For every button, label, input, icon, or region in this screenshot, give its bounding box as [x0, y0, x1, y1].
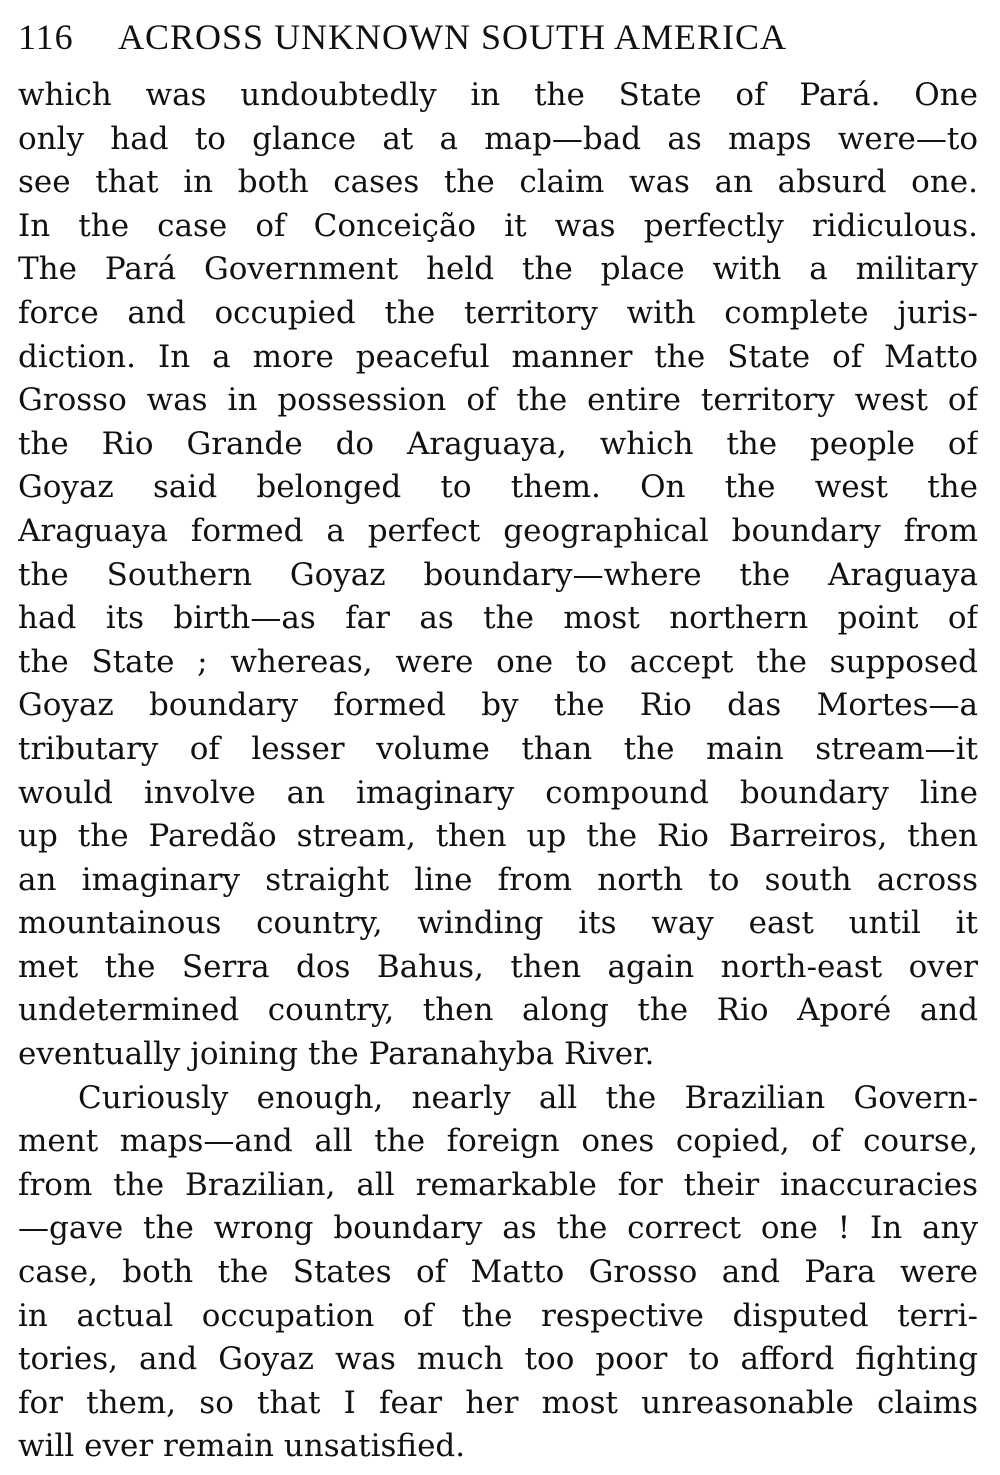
running-head: [18, 14, 978, 74]
text-line: up the Paredão stream, then up the Rio Barreiros, then: [18, 818, 978, 855]
text-line: diction. In a more peaceful manner the State of Matto: [18, 338, 978, 375]
text-line: the Southern Goyaz boundary—where the Araguaya: [18, 556, 978, 593]
text-line: mountainous country, winding its way east until it: [18, 905, 978, 942]
text-body: [18, 74, 978, 1469]
text-line: force and occupied the territory with complete juris-: [18, 294, 978, 331]
text-line: from the Brazilian, all remarkable for their inaccuracies: [18, 1166, 978, 1203]
text-line: Grosso was in possession of the entire territory west of: [18, 382, 978, 419]
book-page: [18, 14, 978, 1469]
text-line: tributary of lesser volume than the main stream—it: [18, 730, 978, 767]
text-line: an imaginary straight line from north to south across: [18, 861, 978, 898]
text-line: see that in both cases the claim was an absurd one.: [18, 164, 978, 201]
text-line: case, both the States of Matto Grosso and Para were: [18, 1254, 978, 1291]
text-line: eventually joining the Paranahyba River.: [18, 1036, 655, 1073]
text-line: the Rio Grande do Araguaya, which the people of: [18, 425, 978, 462]
text-line: met the Serra dos Bahus, then again north-east over: [18, 948, 978, 985]
paragraph: [18, 74, 978, 1077]
text-line: only had to glance at a map—bad as maps were—to: [18, 120, 978, 157]
text-line: tories, and Goyaz was much too poor to afford fighting: [18, 1341, 978, 1378]
text-line: Goyaz said belonged to them. On the west the: [18, 469, 978, 506]
text-line: had its birth—as far as the most northern point of: [18, 600, 978, 637]
running-title: ACROSS UNKNOWN SOUTH AMERICA: [118, 17, 788, 57]
paragraph: [18, 1077, 978, 1469]
text-line: undetermined country, then along the Rio Aporé and: [18, 992, 978, 1029]
text-line: in actual occupation of the respective disputed terri-: [18, 1297, 978, 1334]
page-number: 116: [18, 17, 74, 57]
text-line: Curiously enough, nearly all the Brazilian Govern-: [78, 1079, 978, 1116]
text-line: which was undoubtedly in the State of Pará. One: [18, 77, 978, 113]
text-line: In the case of Conceição it was perfectly ridiculous.: [18, 207, 978, 244]
text-line: Araguaya formed a perfect geographical boundary from: [18, 512, 978, 549]
text-line: —gave the wrong boundary as the correct one ! In any: [18, 1210, 978, 1247]
text-line: for them, so that I fear her most unreasonable claims: [18, 1384, 978, 1421]
text-line: would involve an imaginary compound boundary line: [18, 774, 978, 811]
text-line: the State ; whereas, were one to accept the supposed: [18, 643, 978, 680]
text-line: Goyaz boundary formed by the Rio das Mortes—a: [18, 687, 978, 724]
text-line: will ever remain unsatisfied.: [18, 1428, 466, 1465]
text-line: The Pará Government held the place with a military: [18, 251, 978, 288]
text-line: ment maps—and all the foreign ones copied, of course,: [18, 1123, 978, 1160]
